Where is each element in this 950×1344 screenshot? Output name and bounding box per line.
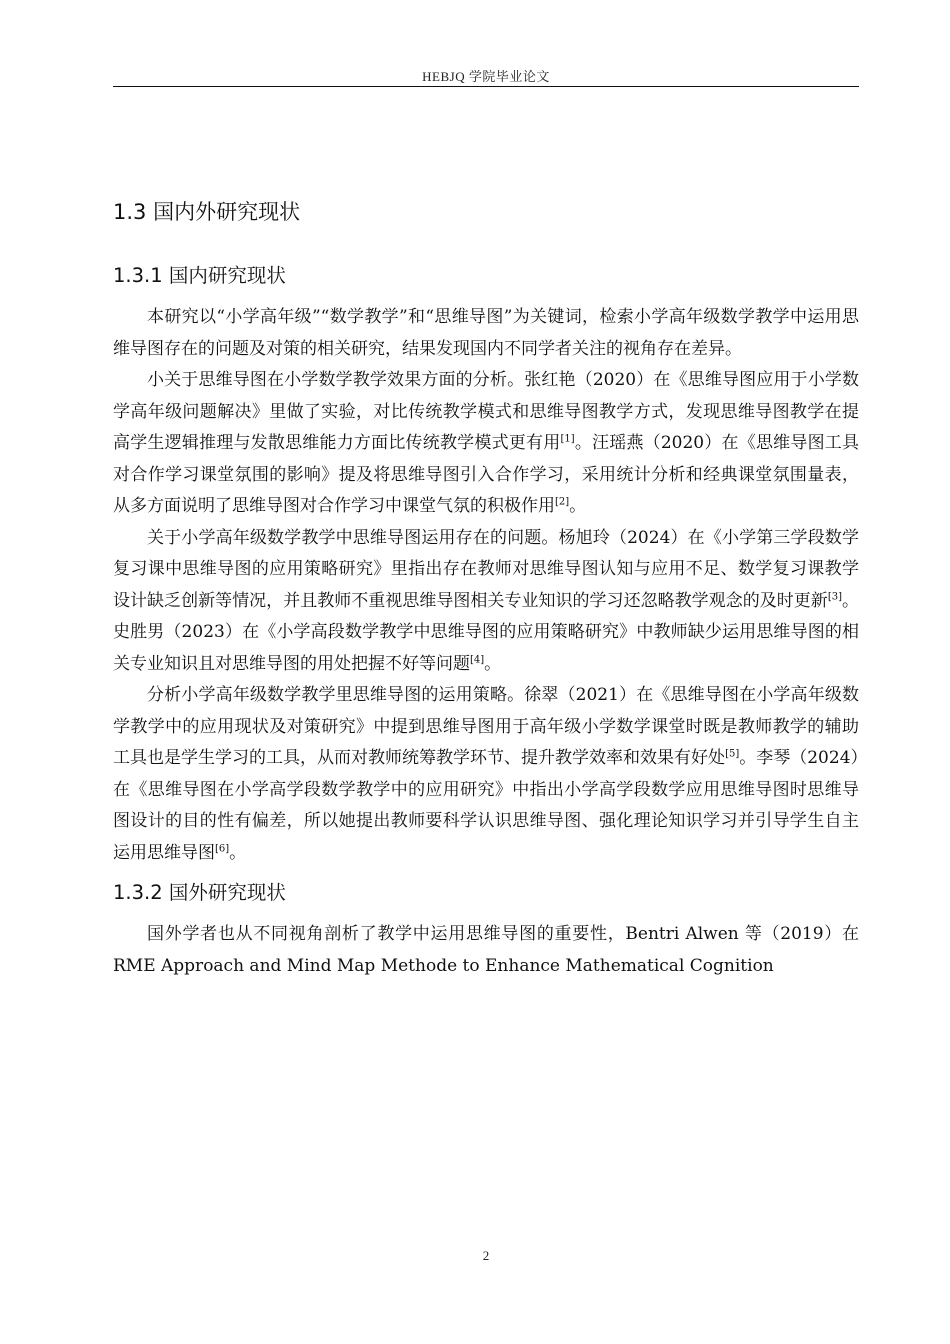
paragraph-text: 。史胜男（2023）在《小学高段数学教学中思维导图的应用策略研究》中教师缺少运用思维导图的相关专业知识且对思维导图的用处把握不好等问题 xyxy=(113,590,860,674)
citation-ref-2: [2] xyxy=(555,496,570,508)
paragraph-problems xyxy=(113,523,859,681)
main-content xyxy=(113,192,859,982)
paragraph-text: 小关于思维导图在小学数学教学效果方面的分析。张红艳（2020）在《思维导图应用于小学数学高年级问题解决》里做了实验，对比传统教学模式和思维导图教学方式，发现思维导图教学在提高学生逻辑推理与发散思维能力方面比传统教学模式更有用 xyxy=(113,370,859,453)
citation-ref-4: [4] xyxy=(470,653,485,665)
paragraph-text: 关于小学高年级数学教学中思维导图运用存在的问题。杨旭玲（2024）在《小学第三学段数学复习课中思维导图的应用策略研究》里指出存在教师对思维导图认知与应用不足、数学复习课教学设计缺乏创新等情况，并且教师不重视思维导图相关专业知识的学习还忽略教学观念的及时更新 xyxy=(113,527,859,611)
header-rule xyxy=(113,86,859,87)
page-number: 2 xyxy=(482,1248,490,1263)
paragraph-intro: 本研究以“小学高年级”“数学教学”和“思维导图”为关键词，检索小学高年级数学教学中运用思维导图存在的问题及对策的相关研究，结果发现国内不同学者关注的视角存在差异。 xyxy=(113,307,859,359)
paragraph-text: 。 xyxy=(229,842,247,863)
paragraph-foreign-intro: 国外学者也从不同视角剖析了教学中运用思维导图的重要性，Bentri Alwen 等（2019）在 RME Approach and Mind Map Methode to Enhance Mathematical Cognition xyxy=(113,924,859,976)
subsection-heading-domestic: 1.3.1 国内研究现状 xyxy=(113,264,286,287)
paragraph-text: 。李琴（2024）在《思维导图在小学高学段数学教学中的应用研究》中指出小学高学段数学应用思维导图时思维导图设计的目的性有偏差，所以她提出教师要科学认识思维导图、强化理论知识学习并引导学生自主运用思维导图 xyxy=(113,748,860,863)
paragraph-text: 。 xyxy=(569,496,587,516)
paragraph-text: 。 xyxy=(484,653,502,674)
citation-ref-3: [3] xyxy=(827,590,842,602)
citation-ref-6: [6] xyxy=(215,842,230,854)
paragraph-strategies xyxy=(113,680,859,869)
citation-ref-1: [1] xyxy=(560,433,575,445)
paragraph-text: 。汪瑶燕（2020）在《思维导图工具对合作学习课堂氛围的影响》提及将思维导图引入合作学习，采用统计分析和经典课堂氛围量表，从多方面说明了思维导图对合作学习中课堂气氛的积极作用 xyxy=(113,433,860,516)
section-heading: 1.3 国内外研究现状 xyxy=(113,200,301,224)
citation-ref-5: [5] xyxy=(725,748,740,760)
paragraph-text: 分析小学高年级数学教学里思维导图的运用策略。徐翠（2021）在《思维导图在小学高年级数学教学中的应用现状及对策研究》中提到思维导图用于高年级小学数学课堂时既是教师教学的辅助工具也是学生学习的工具，从而对教师统筹教学环节、提升教学效率和效果有好处 xyxy=(113,685,859,768)
paragraph-teaching-effect xyxy=(113,365,859,523)
subsection-heading-foreign: 1.3.2 国外研究现状 xyxy=(113,881,286,904)
running-header: HEBJQ 学院毕业论文 xyxy=(422,69,550,84)
